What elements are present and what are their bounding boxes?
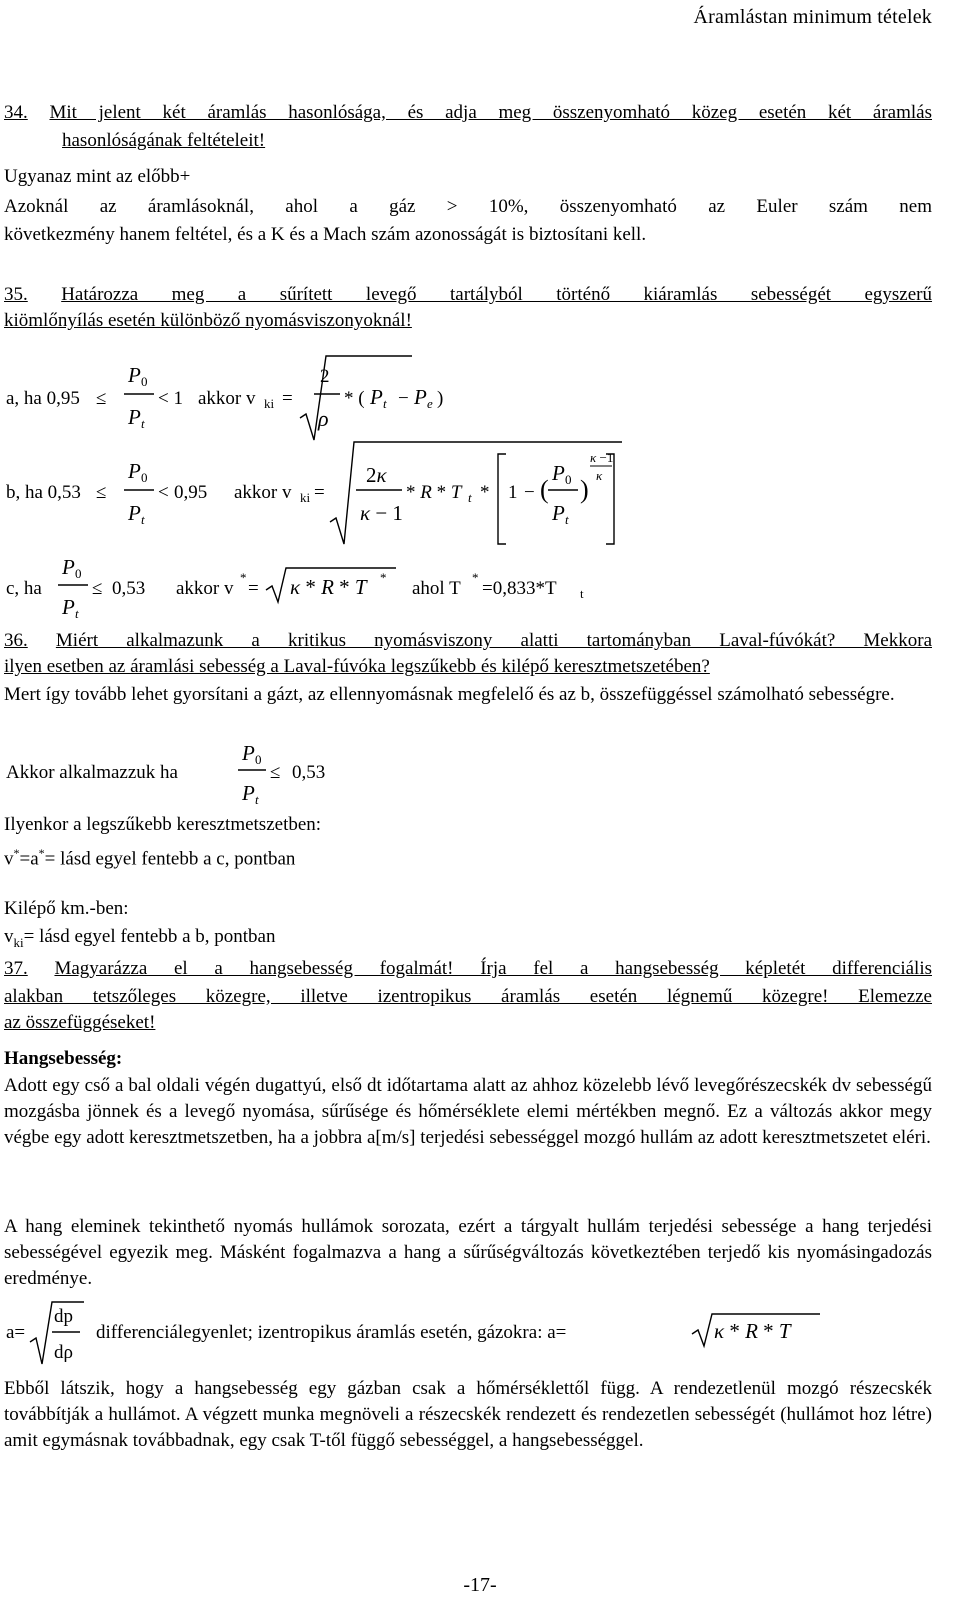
leq-symbol-d: ≤ <box>270 762 281 783</box>
a-text: differenciálegyenlet; izentropikus áramlás esetén, gázokra: a= <box>96 1322 567 1343</box>
q37-title-line2: alakban tetszőleges közegre, illetve izentropikus áramlás esetén légnemű közegre! Elemezze <box>4 986 932 1007</box>
q34-number: 34. <box>4 102 28 123</box>
close-paren: ) <box>437 388 444 409</box>
minus-sign: − <box>398 388 409 409</box>
q37-paragraph2: A hang eleminek tekinthető nyomás hullámok sorozata, ezért a tárgyalt hullám terjedési sebessége a hang terjedési sebességével egyezik meg. Másként fogalmazva a hang a sűrűségváltozás következtében terjedő kis nyomásingadozás eredménye. <box>4 1216 932 1290</box>
p0-sub-c: 0 <box>75 566 82 581</box>
q37-paragraph1: Adott egy cső a bal oldali végén dugattyú, első dt időtartama alatt az ahhoz közelebb lévő levegőrészecskék dv sebességű mozgásba jönnek és a levegő nyomása, sűrűsége és hőmérséklete elemi mértékben megnő. Ez a változás akkor megy végbe egy adott keresztmetszetben, ha a jobbra a[m/s] terjedési sebességgel mozgó hullám az adott keresztmetszetet eléri. <box>4 1075 932 1149</box>
bracket-left <box>498 454 506 544</box>
pt-inner: P <box>552 501 565 525</box>
minus-b: − <box>524 482 535 503</box>
q35-formula-b <box>0 440 960 550</box>
q37-title-line3: az összefüggéseket! <box>4 1012 156 1033</box>
case-a-prefix: a, ha 0,95 <box>6 388 80 409</box>
q37-paragraph3: Ebből látszik, hogy a hangsebesség egy gázban csak a hőmérséklettől függ. A rendezetlenül mozgó részecskék továbbítják a hullámot. A végzett munka megnöveli a részecskék rendezett és rendezetlen sebességét (hullámot hoz létre) amit egymásnak továbbadnak, egy csak T-től függő sebességgel, a hangsebességgel. <box>4 1378 932 1452</box>
pt-denominator-d: P <box>242 781 255 805</box>
q36-title-line1 <box>4 628 932 654</box>
two-kappa: 2κ <box>366 463 387 487</box>
formula-c-svg <box>0 552 960 624</box>
q36-akkor-formula <box>0 742 960 806</box>
equals-a: = <box>282 388 293 409</box>
case-c-value: =0,833*T <box>482 578 557 599</box>
akkor-formula-svg <box>0 742 960 806</box>
page-number: -17- <box>463 1574 497 1596</box>
rho-symbol: ρ <box>318 406 329 431</box>
p0-sub: 0 <box>141 374 148 389</box>
q36-vki-text: lásd egyel fentebb a b, pontban <box>39 926 276 947</box>
sqrt-sign-b <box>330 442 622 544</box>
equals-c: = <box>248 578 259 599</box>
q35-number: 35. <box>4 284 28 305</box>
kappa-R-T-a: κ * R * T <box>714 1319 791 1343</box>
kappa-minus-one: κ − 1 <box>360 501 403 525</box>
akkor-value: 0,53 <box>292 762 326 783</box>
case-a-akkor: akkor v <box>198 388 256 409</box>
akkor-prefix: Akkor alkalmazzuk ha <box>6 762 178 783</box>
case-b-mid: 0,95 <box>174 482 208 503</box>
q34-title-line2: hasonlóságának feltételeit! <box>62 130 266 151</box>
pt-denominator: P <box>128 405 141 429</box>
case-c-prefix: c, ha <box>6 578 42 599</box>
bracket-right <box>606 454 614 544</box>
star-v: * <box>240 570 247 585</box>
paren-open: ( <box>540 475 549 504</box>
q36-kilepo: Kilépő km.-ben: <box>4 898 129 919</box>
q36-ilyenkor: Ilyenkor a legszűkebb keresztmetszetben: <box>4 814 322 835</box>
q35-formula-a <box>0 348 960 448</box>
a-formula-svg <box>0 1298 960 1370</box>
case-b-akkor: akkor v <box>234 482 292 503</box>
q37-title-line1 <box>4 956 932 982</box>
one-minus: 1 <box>508 482 518 503</box>
p0-sub-b: 0 <box>141 470 148 485</box>
times-bracket: * <box>480 482 490 503</box>
leq-symbol-c: ≤ <box>92 578 103 599</box>
pt-denominator-c: P <box>62 595 75 619</box>
case-c-sub-t: t <box>580 586 584 601</box>
star-T2: * <box>472 570 479 585</box>
pe-term: P <box>414 385 427 409</box>
two-numerator: 2 <box>320 366 330 387</box>
q36-title-line2: ilyen esetben az áramlási sebesség a Laval-fúvóka legszűkebb és kilépő keresztmetszetében? <box>4 656 710 677</box>
pt-term-sub: t <box>383 396 387 411</box>
case-c-akkor: akkor v <box>176 578 234 599</box>
pt-sub-b: t <box>141 512 145 527</box>
p0-numerator-c: P <box>62 555 75 579</box>
q37-a-formula <box>0 1298 960 1370</box>
dp-numerator: dp <box>54 1306 73 1327</box>
p0-inner-sub: 0 <box>565 472 572 487</box>
case-c-ahol: ahol T <box>412 578 461 599</box>
drho-denominator: dρ <box>54 1342 73 1363</box>
case-a-sub-ki: ki <box>264 396 275 411</box>
q35-formula-c <box>0 552 960 624</box>
q34-paragraph2-line2: következmény hanem feltétel, és a K és a Mach szám azonosságát is biztosítani kell. <box>4 224 647 245</box>
case-c-mid: 0,53 <box>112 578 146 599</box>
Tt-sub: t <box>468 490 472 505</box>
exp-numerator: κ −1 <box>590 450 614 465</box>
p0-sub-d: 0 <box>255 752 262 767</box>
page-header-title: Áramlástan minimum tételek <box>693 6 932 28</box>
pt-sub-d: t <box>255 792 259 806</box>
q36-vstar-line: v*=a*= lásd egyel fentebb a c, pontban <box>4 846 296 870</box>
q34-paragraph1: Ugyanaz mint az előbb+ <box>4 166 191 187</box>
case-b-prefix: b, ha 0,53 <box>6 482 81 503</box>
lt-symbol: < 1 <box>158 388 183 409</box>
q36-vstar-text: = lásd egyel fentebb a c, pontban <box>44 848 296 870</box>
pt-inner-sub: t <box>565 512 569 527</box>
paren-close: ) <box>580 475 589 504</box>
case-b-sub-ki: ki <box>300 490 311 505</box>
pt-sub: t <box>141 416 145 431</box>
leq-symbol-b: ≤ <box>96 482 107 503</box>
pt-denominator-b: P <box>128 501 141 525</box>
q34-paragraph2-line1: Azoknál az áramlásoknál, ahol a gáz > 10%, összenyomható az Euler szám nem <box>4 196 932 217</box>
q37-number: 37. <box>4 958 28 979</box>
times-paren: * ( <box>344 388 365 409</box>
q37-heading: Hangsebesség: <box>4 1048 123 1069</box>
lt-symbol-b: < <box>158 482 169 503</box>
a-prefix: a= <box>6 1322 26 1343</box>
p0-numerator-d: P <box>242 742 255 765</box>
leq-symbol: ≤ <box>96 388 107 409</box>
p0-numerator: P <box>128 363 141 387</box>
formula-a-svg <box>0 348 960 448</box>
exp-denominator: κ <box>596 468 603 483</box>
q34-title-text: Mit jelent két áramlás hasonlósága, és adja meg összenyomható közeg esetén két áramlás <box>49 102 932 123</box>
pt-sub-c: t <box>75 606 79 621</box>
q36-paragraph1: Mert így tovább lehet gyorsítani a gázt, az ellennyomásnak megfelelő és az b, összefüggéssel számolható sebességre. <box>4 684 895 705</box>
formula-b-svg <box>0 440 960 550</box>
kappa-R-T: κ * R * T <box>290 575 367 599</box>
q37-title-text: Magyarázza el a hangsebesség fogalmát! Írja fel a hangsebesség képletét differenciális <box>54 958 932 979</box>
star-T: * <box>380 570 387 585</box>
equals-b: = <box>314 482 325 503</box>
p0-inner: P <box>552 461 565 485</box>
p0-numerator-b: P <box>128 459 141 483</box>
q34-title-line1 <box>4 100 932 126</box>
pe-term-sub: e <box>427 396 433 411</box>
q36-vki-line: $v_{ki}=$ lásd egyel fentebb a b, pontban <box>4 926 276 950</box>
pt-term: P <box>370 385 383 409</box>
times-R-T: * R * T <box>406 482 462 503</box>
q35-title-text: Határozza meg a sűrített levegő tartályból történő kiáramlás sebességét egyszerű <box>61 284 933 305</box>
q36-number: 36. <box>4 630 28 651</box>
q35-title-line2: kiömlőnyílás esetén különböző nyomásviszonyoknál! <box>4 310 412 331</box>
q35-title-line1 <box>4 282 932 308</box>
q36-title-text: Miért alkalmazunk a kritikus nyomásviszony alatti tartományban Laval-fúvókát? Mekkora <box>55 630 932 651</box>
